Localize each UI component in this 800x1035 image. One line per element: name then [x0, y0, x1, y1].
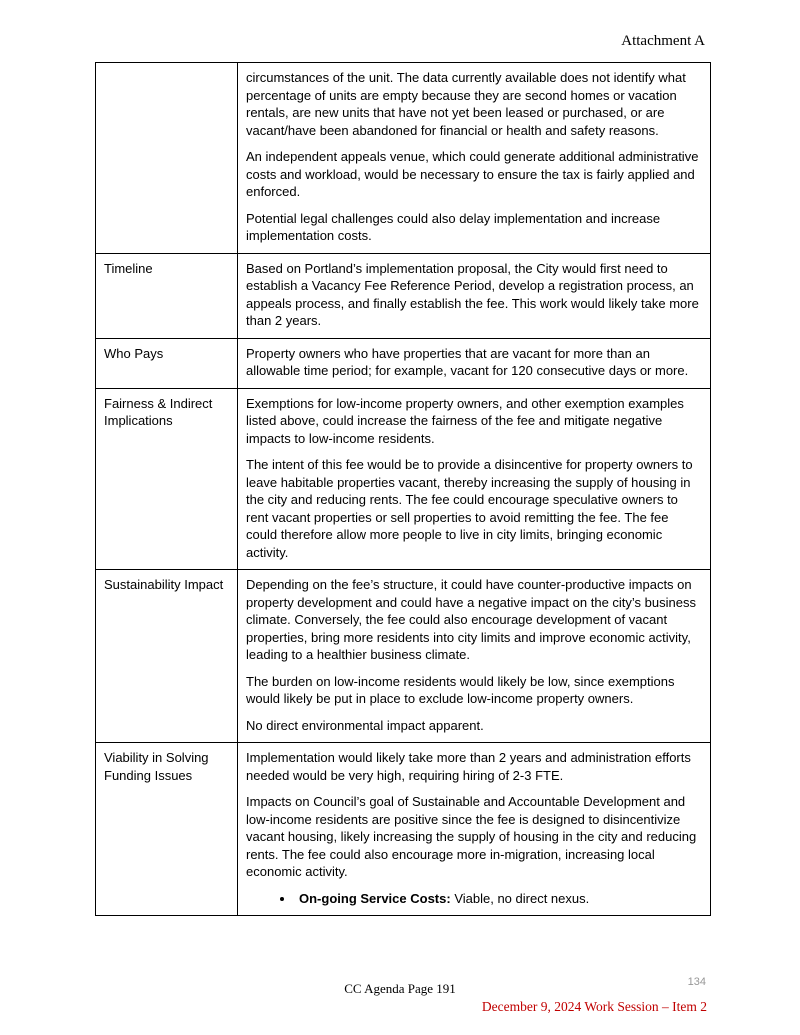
paragraph: circumstances of the unit. The data currently available does not identify what percentage of units are empty because they are second homes or vacation rentals, are new units that have not yet been leased or purchased, or are vacant/have been abandoned for financial or health and safety reasons.: [246, 70, 686, 138]
bullet-item: • On-going Service Costs: Viable, no direct nexus.: [295, 890, 701, 908]
table-row: [96, 743, 711, 916]
attachment-label: Attachment A: [621, 33, 705, 49]
table-row: [96, 338, 711, 388]
paragraph: Exemptions for low-income property owners, and other exemption examples listed above, could increase the fairness of the fee and mitigate negative impacts to low-income residents.: [246, 395, 684, 446]
page-number: 134: [687, 976, 706, 988]
table-row: [96, 63, 711, 254]
row-label: [96, 63, 238, 254]
table-row: [96, 570, 711, 743]
row-content: [238, 388, 711, 570]
paragraph: An independent appeals venue, which could generate additional administrative costs and workload, would be necessary to ensure the tax is fairly applied and enforced.: [246, 149, 699, 199]
paragraph: Based on Portland’s implementation proposal, the City would first need to establish a Vacancy Fee Reference Period, develop a registration process, an appeals process, and finally establish the fee. This work would likely take more than 2 years.: [246, 260, 699, 328]
row-content: [238, 253, 711, 338]
paragraph: The burden on low-income residents would likely be low, since exemptions would likely be put in place to exclude low-income property owners.: [246, 673, 675, 706]
table-row: [96, 253, 711, 338]
row-content: [238, 743, 711, 916]
work-session-label: December 9, 2024 Work Session – Item 2: [481, 999, 707, 1014]
paragraph: Implementation would likely take more than 2 years and administration efforts needed would be very high, requiring hiring of 2-3 FTE.: [246, 750, 691, 783]
paragraph: Potential legal challenges could also delay implementation and increase implementation costs.: [246, 210, 661, 243]
table-row: [96, 388, 711, 570]
row-label: Sustainability Impact: [96, 570, 238, 743]
row-content: [238, 63, 711, 254]
bullet-list: [246, 890, 701, 908]
row-label: Who Pays: [96, 338, 238, 388]
footer-agenda-page-label: CC Agenda Page 191: [344, 981, 456, 996]
bullet-bold-lead: On-going Service Costs:: [299, 890, 451, 906]
content-table: [95, 62, 711, 916]
row-label: Timeline: [96, 253, 238, 338]
row-label: Viability in Solving Funding Issues: [96, 743, 238, 916]
paragraph: Depending on the fee’s structure, it could have counter-productive impacts on property development and could have a negative impact on the city’s business climate. Conversely, the fee could also encourage development of vacant properties, bring more residents into city limits and improve economic activity, leading to a healthier business climate.: [246, 577, 696, 662]
row-content: [238, 338, 711, 388]
row-content: [238, 570, 711, 743]
row-label: Fairness & Indirect Implications: [96, 388, 238, 570]
paragraph: Property owners who have properties that are vacant for more than an allowable time period; for example, vacant for 120 consecutive days or more.: [246, 345, 689, 378]
paragraph: No direct environmental impact apparent.: [246, 717, 484, 733]
paragraph: Impacts on Council’s goal of Sustainable and Accountable Development and low-income residents are positive since the fee is designed to disincentivize vacant housing, likely increasing the supply of housing in the city and reducing rents. The fee could also encourage more in-migration, increasing local economic activity.: [246, 794, 697, 879]
paragraph: The intent of this fee would be to provide a disincentive for property owners to leave habitable properties vacant, thereby increasing the supply of housing in the city and reducing rents. The fee could encourage speculative owners to rent vacant properties or sell properties to avoid remitting the fee. The fee could therefore allow more people to live in city limits, bringing economic activity.: [246, 457, 693, 560]
